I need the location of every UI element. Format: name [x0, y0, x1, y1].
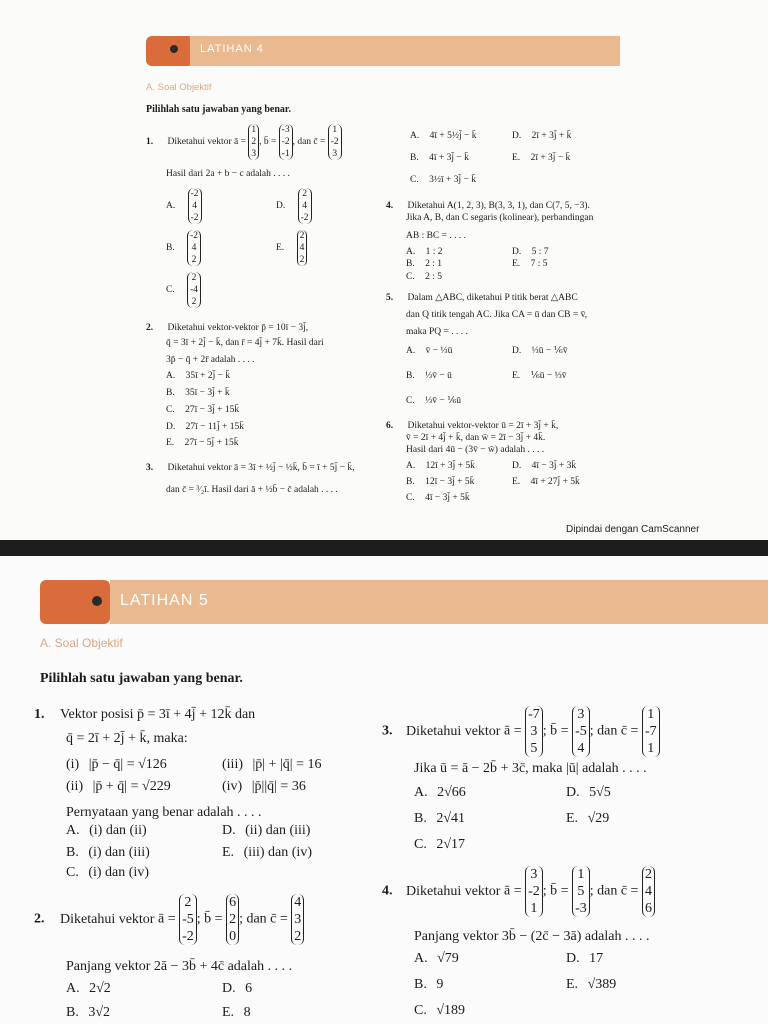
instruction: Pilihlah satu jawaban yang benar. — [146, 104, 291, 115]
vector-b: 3 -5 4 — [572, 706, 590, 757]
question-4-line2: Jika A, B, dan C segaris (kolinear), perbandingan — [406, 213, 594, 223]
right-option-b: B. 4ī + 3j̄ − k̄ — [410, 153, 469, 163]
q1-option-a: A. -2 4 -2 — [166, 188, 202, 224]
statement-ii: (ii) |p̄ + q̄| = √229 — [66, 779, 171, 794]
question-4-line3: AB : BC = . . . . — [406, 231, 466, 241]
question-1: 1. Vektor posisi p̄ = 3ī + 4j̄ + 12k̄ dan — [34, 707, 256, 722]
q4-option-a: A. √79 — [414, 951, 459, 966]
q2-option-e: E. 27ī − 5j̄ + 15k̄ — [166, 438, 239, 448]
question-1-prompt: Pernyataan yang benar adalah . . . . — [66, 805, 262, 820]
q3-option-d: D. 5√5 — [566, 785, 611, 800]
page-2 — [0, 556, 768, 1024]
q5-option-c: C. ⅓v̄ − ⅙ū — [406, 396, 462, 406]
question-4: 4. Diketahui vektor ā = 3 -2 1 ; b̄ = 1 5 -3 ; dan c̄ = 2 4 6 — [382, 866, 655, 917]
q4-option-b: B. 2 : 1 — [406, 259, 442, 269]
question-3-line2: dan c̄ = ³⁄₂ī. Hasil dari ā + ½b̄ − c̄ adalah . . . . — [166, 485, 338, 495]
question-2: 2. Diketahui vektor-vektor p̄ = 10ī − 3j̄, — [146, 323, 309, 333]
statement-i: (i) |p̄ − q̄| = √126 — [66, 757, 167, 772]
question-number: 1. — [146, 137, 154, 148]
question-2-prompt: Panjang vektor 2ā − 3b̄ + 4c̄ adalah . . . . — [66, 959, 293, 974]
question-6: 6. Diketahui vektor-vektor ū = 2ī + 3j̄ + k̄, — [386, 421, 559, 431]
vector-c: 4 3 2 — [291, 894, 304, 945]
question-3-prompt: Jika ū = ā − 2b̄ + 3c̄, maka |ū| adalah . . . . — [414, 761, 647, 776]
q4-option-e: E. √389 — [566, 977, 617, 992]
vector-c: 1 -7 1 — [642, 706, 660, 757]
q2-option-d: D. 6 — [222, 981, 253, 996]
q1-option-c: C. (i) dan (iv) — [66, 865, 149, 880]
right-option-c: C. 3½ī + 3j̄ − k̄ — [410, 175, 476, 185]
q1-option-d: D. 2 4 -2 — [276, 188, 312, 224]
q2-option-a: A. 2√2 — [66, 981, 111, 996]
q6-option-a: A. 12ī + 3j̄ + 5k̄ — [406, 461, 475, 471]
q6-option-e: E. 4ī + 27j̄ + 5k̄ — [512, 477, 580, 487]
vector-b: -3 -2 -1 — [279, 124, 293, 160]
q2-option-b: B. 35ī − 3j̄ + k̄ — [166, 388, 230, 398]
question-6-line2: v̄ = 2ī + 4j̄ + k̄, dan w̄ = 2ī − 3j̄ + 4k̄. — [406, 433, 546, 443]
question-2-line2: q̄ = 3ī + 2j̄ − k̄, dan r̄ = 4j̄ + 7k̄. Hasil dari — [166, 338, 324, 348]
vector-a: 1 2 3 — [248, 124, 259, 160]
q1-option-b: B. -2 4 2 — [166, 230, 201, 266]
question-1-line2: q̄ = 2ī + 2j̄ + k̄, maka: — [66, 731, 188, 746]
vector-b: 6 2 0 — [226, 894, 239, 945]
vector-a: 3 -2 1 — [525, 866, 543, 917]
question-3: 3. Diketahui vektor ā = -7 3 5 ; b̄ = 3 -5 4 ; dan c̄ = 1 -7 1 — [382, 706, 660, 757]
q3-option-e: E. √29 — [566, 811, 610, 826]
q5-option-b: B. ⅓v̄ − ū — [406, 371, 452, 381]
vector-b: 1 5 -3 — [572, 866, 590, 917]
question-4: 4. Diketahui A(1, 2, 3), B(3, 3, 1), dan C(7, 5, −3). — [386, 201, 590, 211]
vector-c: 1 -2 3 — [328, 124, 342, 160]
q5-option-a: A. v̄ − ⅓ū — [406, 346, 453, 356]
question-2-line3: 3p̄ − q̄ + 2r̄ adalah . . . . — [166, 355, 255, 365]
section-label: A. Soal Objektif — [40, 636, 123, 650]
vector-a: -7 3 5 — [525, 706, 543, 757]
header-dot — [170, 45, 178, 53]
q1-option-b: B. (i) dan (iii) — [66, 845, 150, 860]
question-5: 5. Dalam △ABC, diketahui P titik berat △ABC — [386, 293, 578, 303]
q4-option-d: D. 17 — [566, 951, 604, 966]
question-3: 3. Diketahui vektor ā = 3ī + ½j̄ − ½k̄, b̄ = ī + 5j̄ − k̄, — [146, 463, 355, 473]
question-2: 2. Diketahui vektor ā = 2 -5 -2 ; b̄ = 6 2 0 ; dan c̄ = 4 3 2 — [34, 894, 304, 945]
q1-option-e: E. (iii) dan (iv) — [222, 845, 312, 860]
question-4-prompt: Panjang vektor 3b̄ − (2c̄ − 3ā) adalah . . . . — [414, 929, 650, 944]
section-label: A. Soal Objektif — [146, 82, 212, 93]
q6-option-b: B. 12ī − 3j̄ + 5k̄ — [406, 477, 475, 487]
page-title: LATIHAN 5 — [120, 592, 209, 609]
instruction: Pilihlah satu jawaban yang benar. — [40, 671, 243, 686]
q6-option-c: C. 4ī − 3j̄ + 5k̄ — [406, 493, 470, 503]
page-title: LATIHAN 4 — [200, 43, 264, 55]
right-option-e: E. 2ī + 3j̄ − k̄ — [512, 153, 571, 163]
vector-c: 2 4 6 — [642, 866, 655, 917]
question-6-line3: Hasil dari 4ū − (3v̄ − w̄) adalah . . . . — [406, 445, 545, 455]
q1-option-d: D. (ii) dan (iii) — [222, 823, 311, 838]
q4-option-e: E. 7 : 5 — [512, 259, 548, 269]
header-bar — [190, 36, 620, 66]
question-5-line2: dan Q titik tengah AC. Jika CA = ū dan CB = v̄, — [406, 310, 588, 320]
q2-option-c: C. 27ī − 3j̄ + 15k̄ — [166, 405, 240, 415]
scanner-watermark: Dipindai dengan CamScanner — [566, 524, 700, 535]
q1-option-e: E. 2 4 2 — [276, 230, 307, 266]
question-1-prompt: Hasil dari 2a + b − c adalah . . . . — [166, 169, 290, 179]
statement-iv: (iv) |p̄||q̄| = 36 — [222, 779, 306, 794]
q2-option-d: D. 27ī − 11j̄ + 15k̄ — [166, 422, 245, 432]
q1-option-c: C. 2 -4 2 — [166, 272, 201, 308]
q4-option-d: D. 5 : 7 — [512, 247, 549, 257]
q5-option-e: E. ⅙ū − ⅓v̄ — [512, 371, 567, 381]
q6-option-d: D. 4ī − 3j̄ + 3k̄ — [512, 461, 577, 471]
question-stem: Diketahui vektor — [167, 137, 232, 148]
q2-option-b: B. 3√2 — [66, 1005, 111, 1020]
q4-option-b: B. 9 — [414, 977, 444, 992]
header-bar — [110, 580, 768, 624]
header-dot — [92, 596, 102, 606]
q3-option-a: A. 2√66 — [414, 785, 466, 800]
page-gap — [0, 540, 768, 556]
q1-option-a: A. (i) dan (ii) — [66, 823, 147, 838]
q5-option-d: D. ⅓ū − ⅙v̄ — [512, 346, 568, 356]
q4-option-c: C. 2 : 5 — [406, 272, 442, 282]
q4-option-c: C. √189 — [414, 1003, 466, 1018]
right-option-d: D. 2ī + 3j̄ + k̄ — [512, 131, 572, 141]
q2-option-a: A. 35ī + 2j̄ − k̄ — [166, 371, 231, 381]
q4-option-a: A. 1 : 2 — [406, 247, 443, 257]
right-option-a: A. 4ī + 5½j̄ − k̄ — [410, 131, 477, 141]
q2-option-e: E. 8 — [222, 1005, 251, 1020]
question-5-line3: maka PQ = . . . . — [406, 327, 468, 337]
question-1: 1. Diketahui vektor ā = 1 2 3 , b̄ = -3 -2 -1 , dan c̄ = 1 -2 3 — [146, 124, 342, 160]
q3-option-c: C. 2√17 — [414, 837, 466, 852]
q3-option-b: B. 2√41 — [414, 811, 466, 826]
vector-a: 2 -5 -2 — [179, 894, 197, 945]
statement-iii: (iii) |p̄| + |q̄| = 16 — [222, 757, 322, 772]
